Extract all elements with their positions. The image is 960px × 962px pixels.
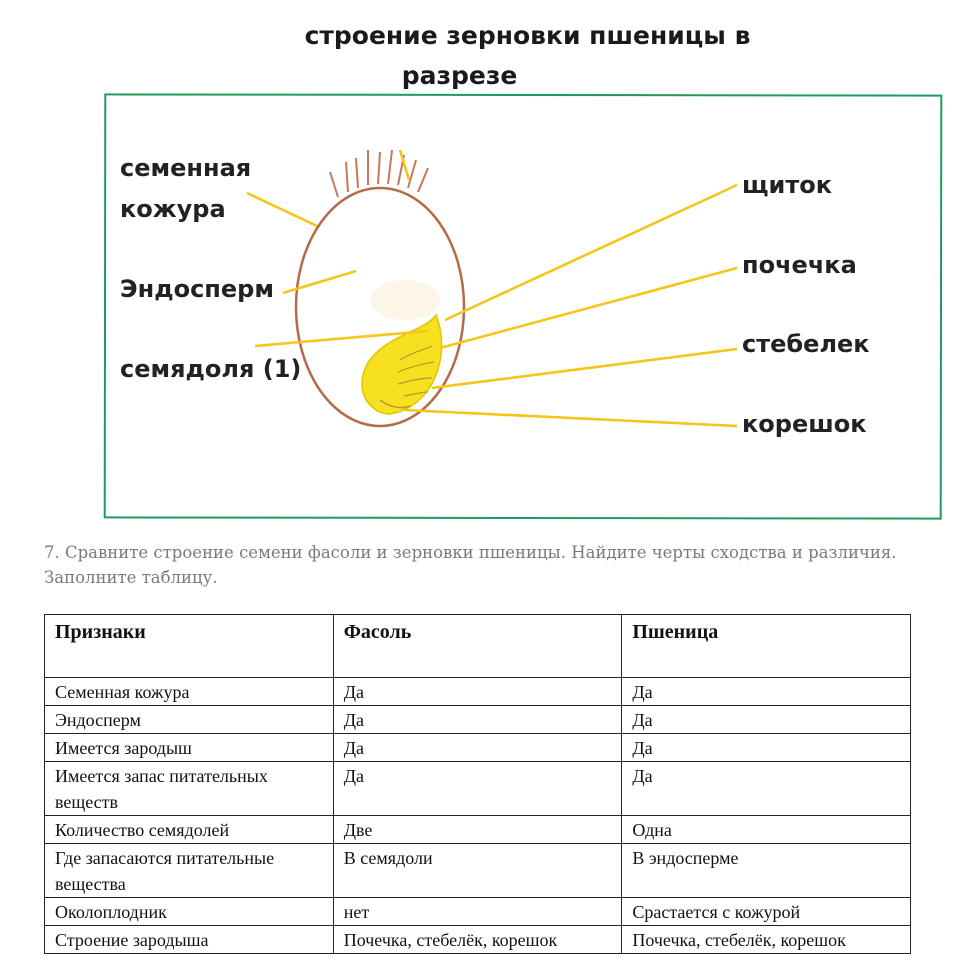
- cell-wheat: Да: [622, 706, 911, 734]
- table-header-row: [45, 615, 911, 678]
- cell-bean: Да: [333, 706, 622, 734]
- question-text: 7. Сравните строение семени фасоли и зерновки пшеницы. Найдите черты сходства и различия. Заполните таблицу.: [44, 543, 897, 587]
- cell-wheat: Срастается с кожурой: [622, 898, 911, 926]
- label-bud: почечка: [742, 251, 857, 279]
- cell-bean: Две: [333, 816, 622, 844]
- label-seed-coat-line1: семенная: [120, 154, 252, 182]
- cell-wheat: Да: [622, 734, 911, 762]
- cell-wheat: Почечка, стебелёк, корешок: [622, 926, 911, 954]
- cell-bean: Да: [333, 762, 622, 816]
- cell-wheat: Одна: [622, 816, 911, 844]
- pointer-stem: [432, 349, 737, 388]
- cell-feature: Имеется запас питательных веществ: [45, 762, 334, 816]
- cell-bean: нет: [333, 898, 622, 926]
- table-row: [45, 926, 911, 954]
- cell-bean: Да: [333, 678, 622, 706]
- cell-wheat: В эндосперме: [622, 844, 911, 898]
- diagram-title: строение зерновки пшеницы в: [304, 21, 751, 50]
- table-row: [45, 706, 911, 734]
- table-row: [45, 734, 911, 762]
- cell-bean: В семядоли: [333, 844, 622, 898]
- cell-feature: Строение зародыша: [45, 926, 334, 954]
- label-seed-coat-line2: кожура: [120, 195, 226, 223]
- header-wheat: Пшеница: [622, 615, 911, 678]
- header-bean: Фасоль: [333, 615, 622, 678]
- cell-feature: Количество семядолей: [45, 816, 334, 844]
- label-scutellum: щиток: [742, 171, 833, 199]
- table-row: [45, 898, 911, 926]
- cell-wheat: Да: [622, 678, 911, 706]
- label-endosperm: Эндосперм: [120, 275, 274, 303]
- cell-feature: Имеется зародыш: [45, 734, 334, 762]
- header-feature: Признаки: [45, 615, 334, 678]
- cell-feature: Семенная кожура: [45, 678, 334, 706]
- table-row: [45, 762, 911, 816]
- table-row: [45, 816, 911, 844]
- cell-wheat: Да: [622, 762, 911, 816]
- table-row: [45, 678, 911, 706]
- diagram-title-continuation: разрезе: [401, 61, 518, 90]
- pointer-scutellum: [445, 185, 737, 320]
- comparison-table: [44, 614, 911, 954]
- cell-feature: Где запасаются питательные вещества: [45, 844, 334, 898]
- cell-feature: Эндосперм: [45, 706, 334, 734]
- pointer-root: [405, 410, 737, 426]
- cell-bean: Почечка, стебелёк, корешок: [333, 926, 622, 954]
- cell-feature: Околоплодник: [45, 898, 334, 926]
- table-row: [45, 844, 911, 898]
- label-stem: стебелек: [742, 330, 870, 358]
- pointer-seed-coat: [247, 193, 317, 226]
- label-cotyledon: семядоля (1): [120, 355, 302, 383]
- pointer-bud: [440, 268, 737, 348]
- cell-bean: Да: [333, 734, 622, 762]
- label-root: корешок: [742, 410, 867, 438]
